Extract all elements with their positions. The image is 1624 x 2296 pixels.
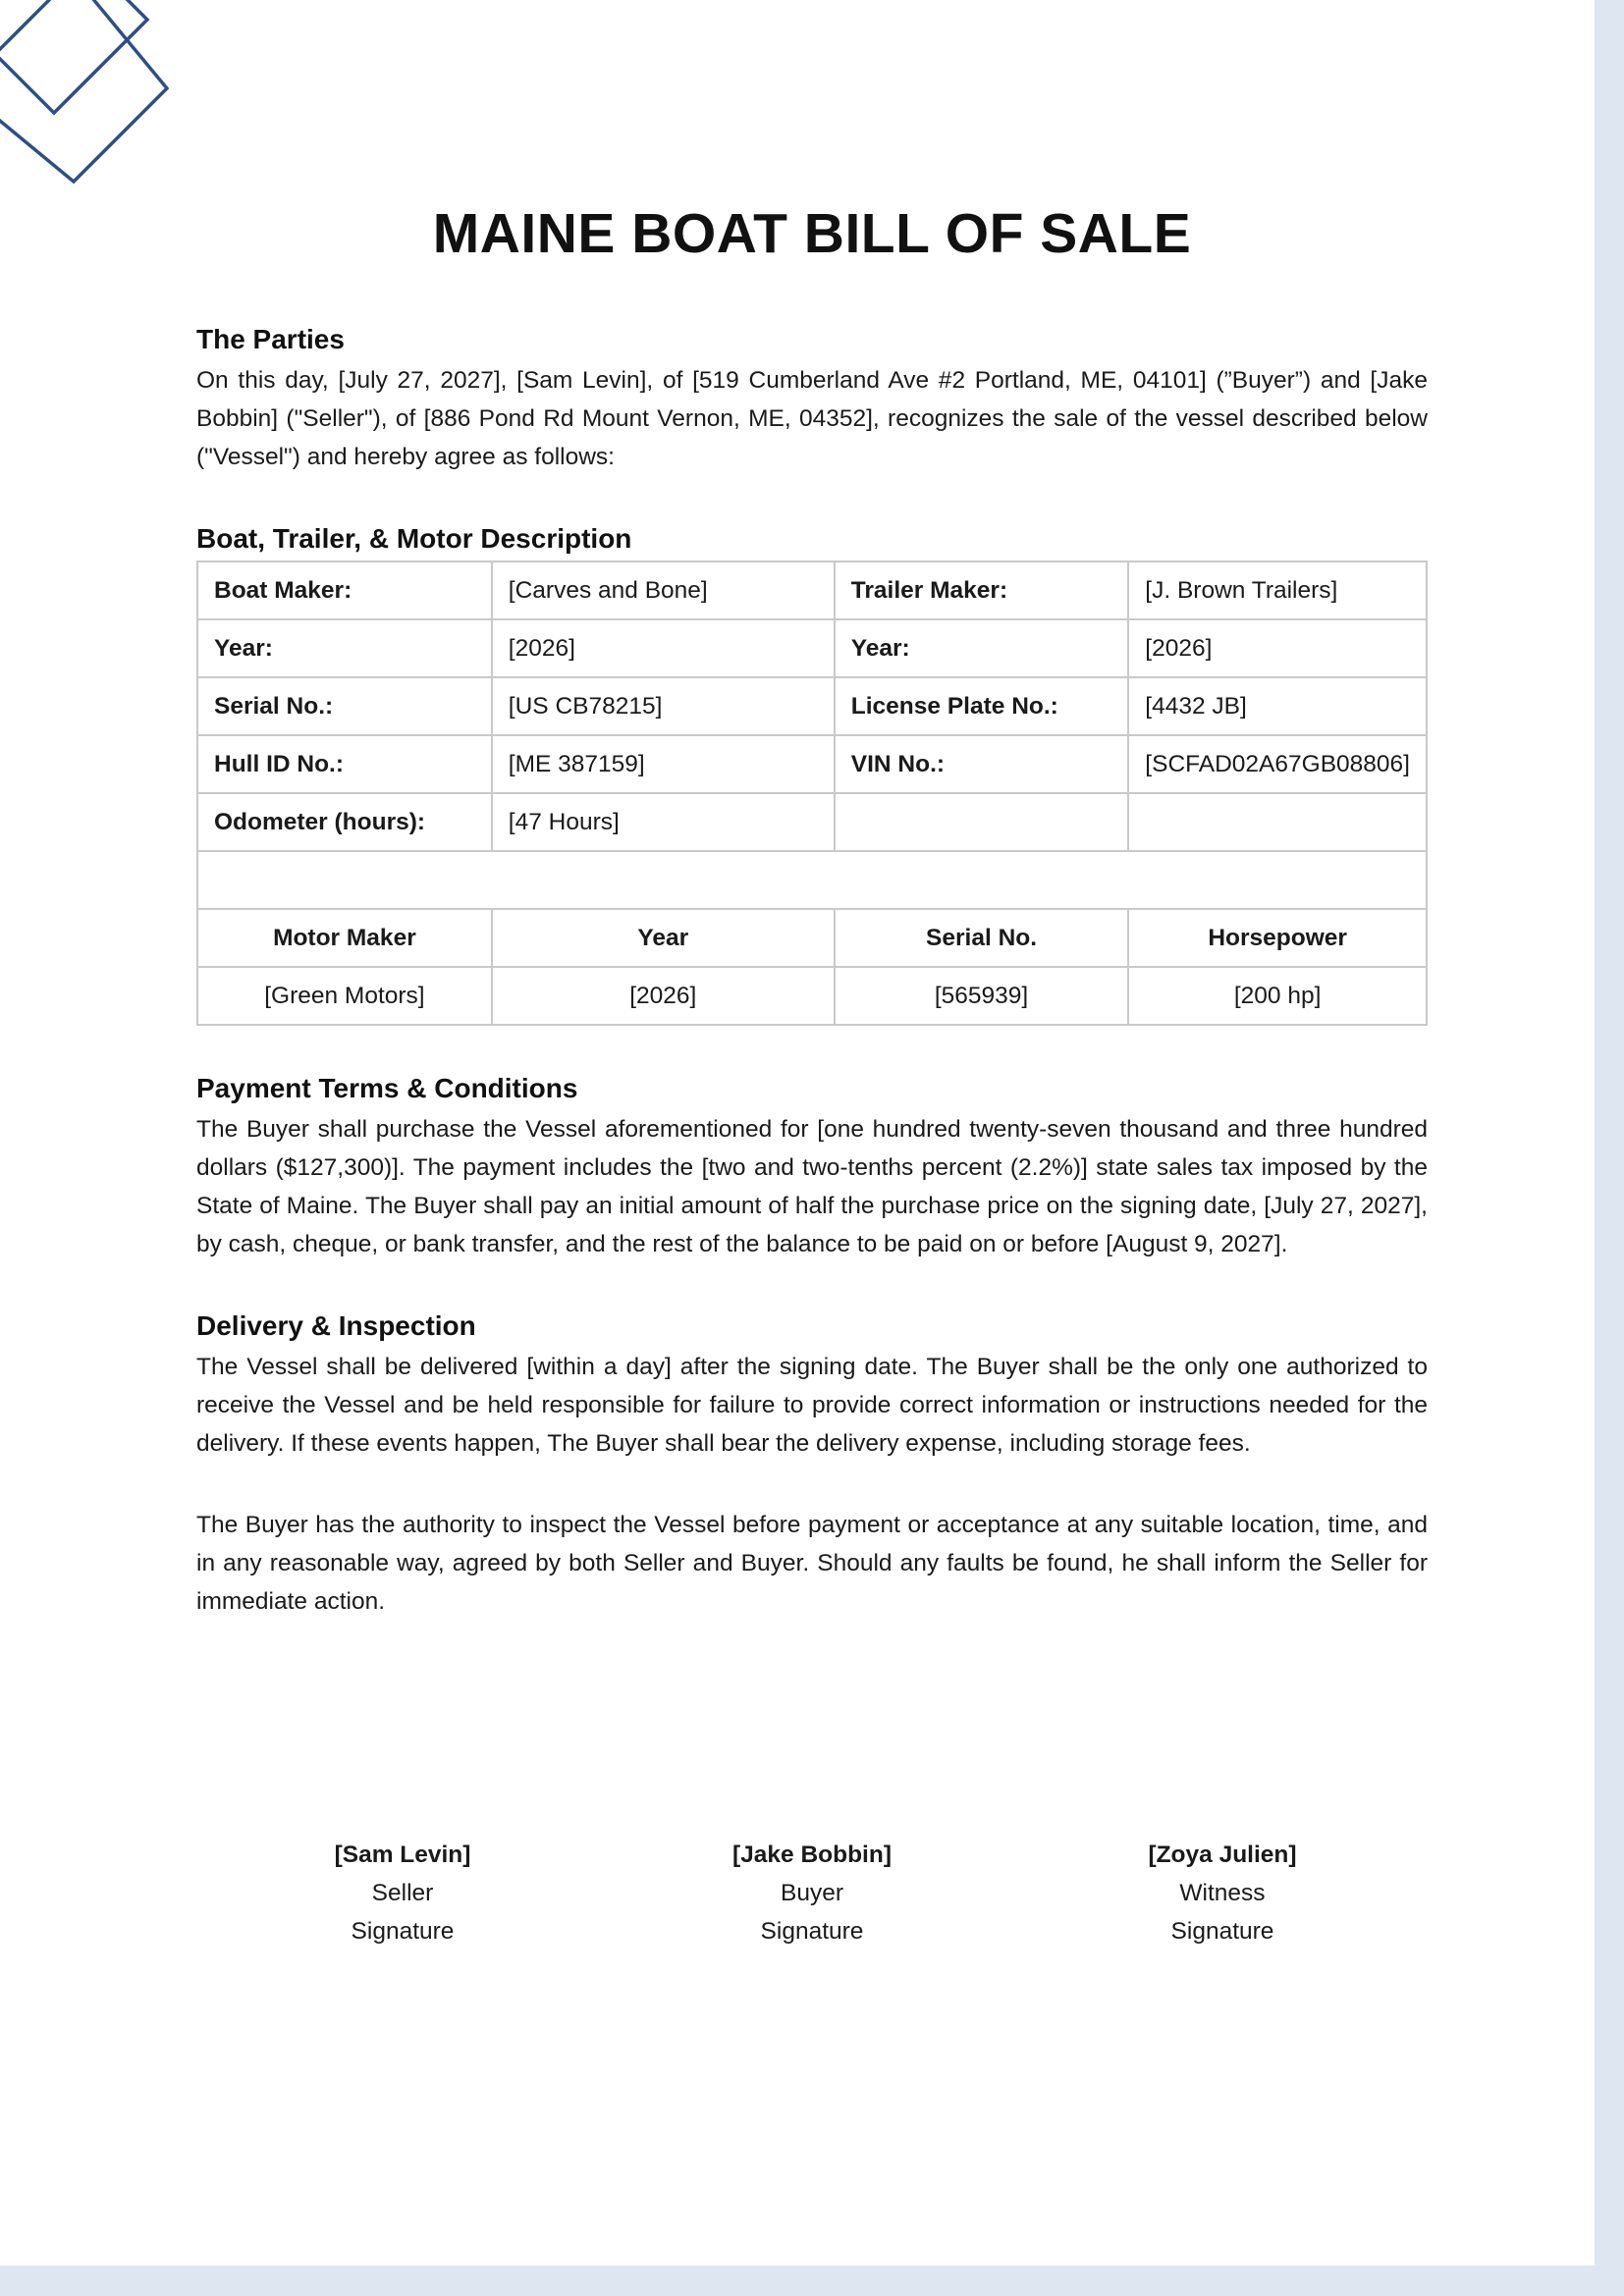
motor-year-header: Year <box>492 909 835 967</box>
motor-header-row <box>197 909 1427 967</box>
table-row <box>197 677 1427 735</box>
serial-no-label: Serial No.: <box>197 677 492 735</box>
boat-year-value: [2026] <box>492 619 835 677</box>
boat-maker-label: Boat Maker: <box>197 561 492 619</box>
motor-value-row <box>197 967 1427 1025</box>
payment-heading: Payment Terms & Conditions <box>196 1073 578 1103</box>
odometer-label: Odometer (hours): <box>197 793 492 851</box>
vin-value: [SCFAD02A67GB08806] <box>1128 735 1427 793</box>
motor-horsepower-value: [200 hp] <box>1128 967 1427 1025</box>
signatory-role: Seller <box>371 1880 434 1906</box>
delivery-text: The Vessel shall be delivered [within a day] after the signing date. The Buyer shall be the only one authorized to receive the Vessel and be held responsible for failure to provide correct information or instructions needed for the delivery. If these events happen, The Buyer shall bear the delivery expense, including storage fees. <box>196 1354 1428 1457</box>
signatory-role: Witness <box>1179 1880 1266 1906</box>
signature-label: Signature <box>351 1918 455 1945</box>
boat-year-label: Year: <box>197 619 492 677</box>
buyer-signature <box>635 1836 989 1950</box>
document-body <box>196 324 1428 1668</box>
motor-maker-value: [Green Motors] <box>197 967 492 1025</box>
signatory-name: [Jake Bobbin] <box>732 1842 892 1868</box>
hull-id-value: [ME 387159] <box>492 735 835 793</box>
empty-cell <box>1128 793 1427 851</box>
table-row <box>197 793 1427 851</box>
parties-heading: The Parties <box>196 324 345 354</box>
corner-diamond-decoration <box>0 0 196 196</box>
table-row <box>197 619 1427 677</box>
description-section <box>196 523 1428 1026</box>
signatory-role: Buyer <box>780 1880 843 1906</box>
witness-signature <box>1046 1836 1399 1950</box>
signatory-name: [Sam Levin] <box>334 1842 471 1868</box>
trailer-year-label: Year: <box>835 619 1129 677</box>
trailer-year-value: [2026] <box>1128 619 1427 677</box>
boat-maker-value: [Carves and Bone] <box>492 561 835 619</box>
seller-signature <box>226 1836 579 1950</box>
inspection-text: The Buyer has the authority to inspect the Vessel before payment or acceptance at any suitable location, time, and in any reasonable way, agreed by both Seller and Buyer. Should any faults be found, he shall inform the Seller for immediate action. <box>196 1512 1428 1615</box>
motor-year-value: [2026] <box>492 967 835 1025</box>
motor-serial-header: Serial No. <box>835 909 1129 967</box>
motor-serial-value: [565939] <box>835 967 1129 1025</box>
parties-section <box>196 324 1428 476</box>
signatory-name: [Zoya Julien] <box>1148 1842 1297 1868</box>
payment-section <box>196 1073 1428 1263</box>
description-table <box>196 561 1428 1026</box>
signature-label: Signature <box>1170 1918 1274 1945</box>
table-row-spacer <box>197 851 1427 909</box>
table-row <box>197 735 1427 793</box>
document-title: MAINE BOAT BILL OF SALE <box>432 202 1192 265</box>
description-heading: Boat, Trailer, & Motor Description <box>196 523 632 554</box>
trailer-maker-label: Trailer Maker: <box>835 561 1129 619</box>
empty-cell <box>835 793 1129 851</box>
trailer-maker-value: [J. Brown Trailers] <box>1128 561 1427 619</box>
serial-no-value: [US CB78215] <box>492 677 835 735</box>
payment-text: The Buyer shall purchase the Vessel aforementioned for [one hundred twenty-seven thousand and three hundred dollars ($127,300)]. The payment includes the [two and two-tenths percent (2.2%)] state sales tax imposed by the State of Maine. The Buyer shall pay an initial amount of half the purchase price on the signing date, [July 27, 2027], by cash, cheque, or bank transfer, and the rest of the balance to be paid on or before [August 9, 2027]. <box>196 1116 1428 1257</box>
signature-label: Signature <box>760 1918 864 1945</box>
motor-horsepower-header: Horsepower <box>1128 909 1427 967</box>
odometer-value: [47 Hours] <box>492 793 835 851</box>
delivery-heading: Delivery & Inspection <box>196 1310 476 1341</box>
bottom-border-band <box>0 2266 1624 2296</box>
right-border-band <box>1595 0 1624 2296</box>
hull-id-label: Hull ID No.: <box>197 735 492 793</box>
license-plate-value: [4432 JB] <box>1128 677 1427 735</box>
table-row <box>197 561 1427 619</box>
motor-maker-header: Motor Maker <box>197 909 492 967</box>
parties-text: On this day, [July 27, 2027], [Sam Levin], of [519 Cumberland Ave #2 Portland, ME, 04101] (”Buyer”) and [Jake Bobbin] ("Seller"), of [886 Pond Rd Mount Vernon, ME, 04352], recognizes the sale of the vessel described below ("Vessel") and hereby agree as follows: <box>196 367 1428 470</box>
delivery-section <box>196 1310 1428 1621</box>
license-plate-label: License Plate No.: <box>835 677 1129 735</box>
spacer-cell <box>197 851 1427 909</box>
vin-label: VIN No.: <box>835 735 1129 793</box>
